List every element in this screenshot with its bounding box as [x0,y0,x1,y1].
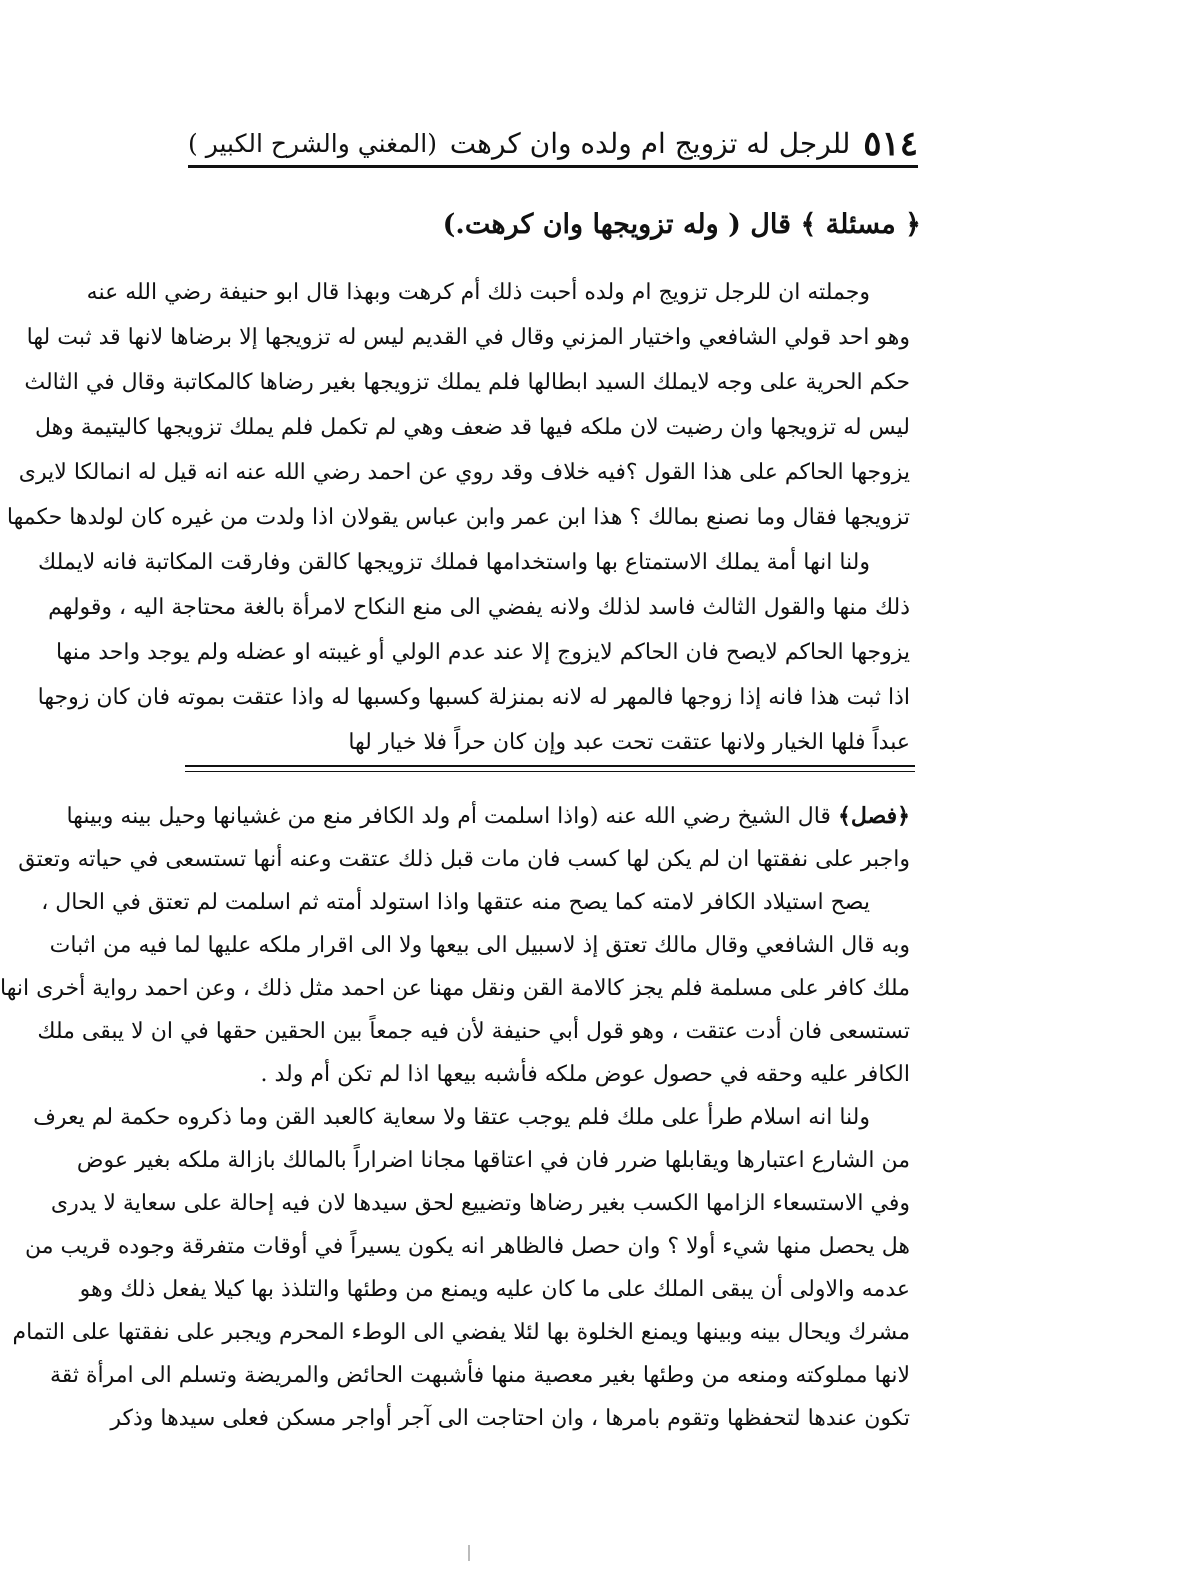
masala-label: ﴿ مسئلة ﴾ [800,209,921,240]
text-line: اذا ثبت هذا فانه إذا زوجها فالمهر له لانه بمنزلة كسبها وكسبها له واذا عتقت بموته فان كان زوجها [37,685,910,710]
section-divider [185,765,915,767]
text-line: هل يحصل منها شيء أولا ؟ وان حصل فالظاهر انه يكون يسيراً في أوقات متفرقة وجوده قريب من [24,1234,910,1259]
text-line: ولنا انه اسلام طرأ على ملك فلم يوجب عتقا ولا سعاية كالعبد القن وما ذكروه حكمة لم يعرف [33,1105,870,1130]
text-line: يصح استيلاد الكافر لامته كما يصح منه عتقها واذا استولد أمته ثم اسلمت لم تعتق في الحال ، [41,890,870,915]
text-line: ليس له تزويجها وان رضيت لان ملكه فيها قد ضعف وهي لم تكمل فلم يملك تزويجها كاليتيمة وهل [34,415,910,440]
running-header [188,118,918,164]
book-title: (المغني والشرح الكبير ) [188,129,437,158]
section-divider-thin [185,771,915,772]
text-line: وجملته ان للرجل تزويج ام ولده أحبت ذلك أم كرهت وبهذا قال ابو حنيفة رضي الله عنه [86,280,870,305]
header-rule [188,165,918,168]
fasl-line [66,795,910,838]
text-line: لانها مملوكته ومنعه من وطئها بغير معصية منها فأشبهت الحائض والمريضة وتسلم الى امرأة ثقة [49,1363,910,1388]
text-line: ولنا انها أمة يملك الاستمتاع بها واستخدامها فملك تزويجها كالقن وفارقت المكاتبة فانه لايملك [38,550,870,575]
upper-paragraph [6,270,910,765]
text-line: تكون عندها لتحفظها وتقوم بامرها ، وان احتاجت الى آجر أواجر مسكن فعلى سيدها وذكر [110,1406,910,1431]
text-line: وبه قال الشافعي وقال مالك تعتق إذ لاسبيل الى بيعها ولا الى اقرار ملكه عليها لما فيه من اثبات [49,933,910,958]
text-line: عدمه والاولى أن يبقى الملك على ما كان عليه ويمنع من وطئها والتلذذ بها كيلا يفعل ذلك وهو [79,1277,910,1302]
fasl-label: ﴿فصل﴾ [837,803,910,829]
text-line: واجبر على نفقتها ان لم يكن لها كسب فان مات قبل ذلك عتقت وعنه أنها تستسعى في حياته وتعتق [18,847,910,872]
text-line: ملك كافر على مسلمة فلم يجز كالامة القن ونقل مهنا عن احمد مثل ذلك ، وعن احمد رواية أخرى انها [0,976,910,1001]
text-line: من الشارع اعتبارها ويقابلها ضرر فان في اعتاقها مجانا اضراراً بالمالك بازالة ملكه بغير عوض [76,1148,910,1173]
text-line: تزويجها فقال وما نصنع بمالك ؟ هذا ابن عمر وابن عباس يقولان اذا ولدت من غيره كان لولدها حكمها [6,505,910,530]
text-line: وهو احد قولي الشافعي واختيار المزني وقال في القديم ليس له تزويجها إلا برضاها لانها قد ثبت لها [26,325,910,350]
text-line: تستسعى فان أدت عتقت ، وهو قول أبي حنيفة لأن فيه جمعاً بين الحقين حقها في ان لا يبقى ملك [37,1019,910,1044]
text-line: حكم الحرية على وجه لايملك السيد ابطالها فلم يملك تزويجها بغير رضاها كالمكاتبة وقال في الثالث [24,370,910,395]
masala-heading [443,205,921,245]
text-line: عبداً فلها الخيار ولانها عتقت تحت عبد وإن كان حراً فلا خيار لها [348,730,910,755]
text-line: يزوجها الحاكم على هذا القول ؟فيه خلاف وقد روي عن احمد رضي الله عنه انه قيل له انمالكا لايرى [18,460,910,485]
text-line: الكافر عليه وحقه في حصول عوض ملكه فأشبه بيعها اذا لم تكن أم ولد . [260,1062,910,1087]
lower-paragraph [0,795,910,1440]
running-title: للرجل له تزويج ام ولده وان كرهت [449,127,851,160]
text-line: يزوجها الحاكم لايصح فان الحاكم لايزوج إلا عند عدم الولي أو غيبته او عضله ولم يوجد واحد منها [55,640,910,665]
text-line: مشرك ويحال بينه وبينها ويمنع الخلوة بها لئلا يفضي الى الوطء المحرم ويجبر على نفقتها على التمام [12,1320,910,1345]
scan-speck [468,1545,470,1561]
fasl-text: قال الشيخ رضي الله عنه (واذا اسلمت أم ولد الكافر منع من غشيانها وحيل بينه وبينها [66,804,831,829]
page-number: ٥١٤ [863,124,918,164]
text-line: وفي الاستسعاء الزامها الكسب بغير رضاها وتضييع لحق سيدها لان فيه إحالة على سعاية لا يدرى [50,1191,910,1216]
masala-text: قال ( وله تزويجها وان كرهت.) [442,209,792,240]
text-line: ذلك منها والقول الثالث فاسد لذلك ولانه يفضي الى منع النكاح لامرأة بالغة محتاجة اليه ، وقولهم [48,595,910,620]
